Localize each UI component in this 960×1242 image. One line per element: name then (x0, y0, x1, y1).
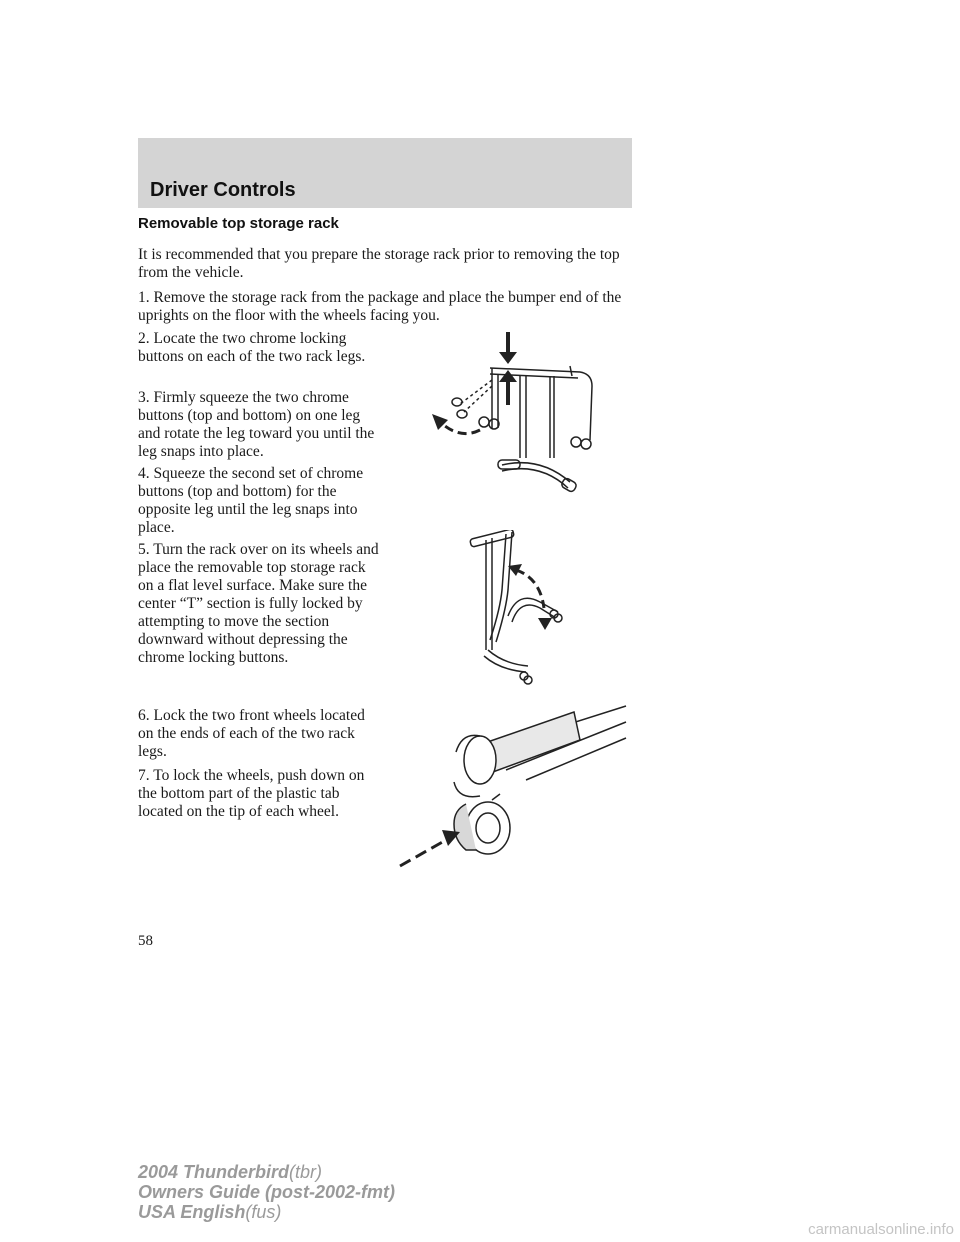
step-6-paragraph: 6. Lock the two front wheels located on the ends of each of the two rack legs. (138, 707, 365, 760)
section-title: Removable top storage rack (138, 215, 339, 232)
page-header-title: Driver Controls (150, 179, 296, 201)
step-3-paragraph: 3. Firmly squeeze the two chrome buttons (top and bottom) on one leg and rotate the leg toward you until the leg snaps into place. (138, 389, 375, 460)
footer-language-code: (fus) (245, 1202, 282, 1222)
footer-language: USA English (138, 1202, 246, 1222)
t-section-illustration (460, 530, 570, 695)
page-number: 58 (138, 933, 153, 949)
footer-model-code: (tbr) (289, 1162, 323, 1182)
step-7-paragraph: 7. To lock the wheels, push down on the bottom part of the plastic tab located on the tip of each wheel. (138, 767, 365, 820)
header-band (138, 138, 632, 208)
step-1-paragraph: 1. Remove the storage rack from the package and place the bumper end of the uprights on the floor with the wheels facing you. (138, 289, 622, 324)
rack-leg-illustration (420, 330, 620, 495)
footer-guide: Owners Guide (post-2002-fmt) (138, 1182, 396, 1202)
step-2-paragraph: 2. Locate the two chrome locking buttons on each of the two rack legs. (138, 330, 366, 365)
step-4-paragraph: 4. Squeeze the second set of chrome buttons (top and bottom) for the opposite leg until the leg snaps into place. (138, 465, 364, 536)
watermark: carmanualsonline.info (808, 1221, 954, 1238)
wheel-lock-illustration (396, 700, 632, 875)
intro-paragraph: It is recommended that you prepare the storage rack prior to removing the top from the vehicle. (138, 246, 620, 281)
step-5-paragraph: 5. Turn the rack over on its wheels and place the removable top storage rack on a flat level surface. Make sure the center “T” section is fully locked by attempting to move the section downward without depressing the chrome locking buttons. (138, 541, 379, 666)
footer-model: 2004 Thunderbird (138, 1162, 290, 1182)
document-footer (138, 1162, 395, 1222)
